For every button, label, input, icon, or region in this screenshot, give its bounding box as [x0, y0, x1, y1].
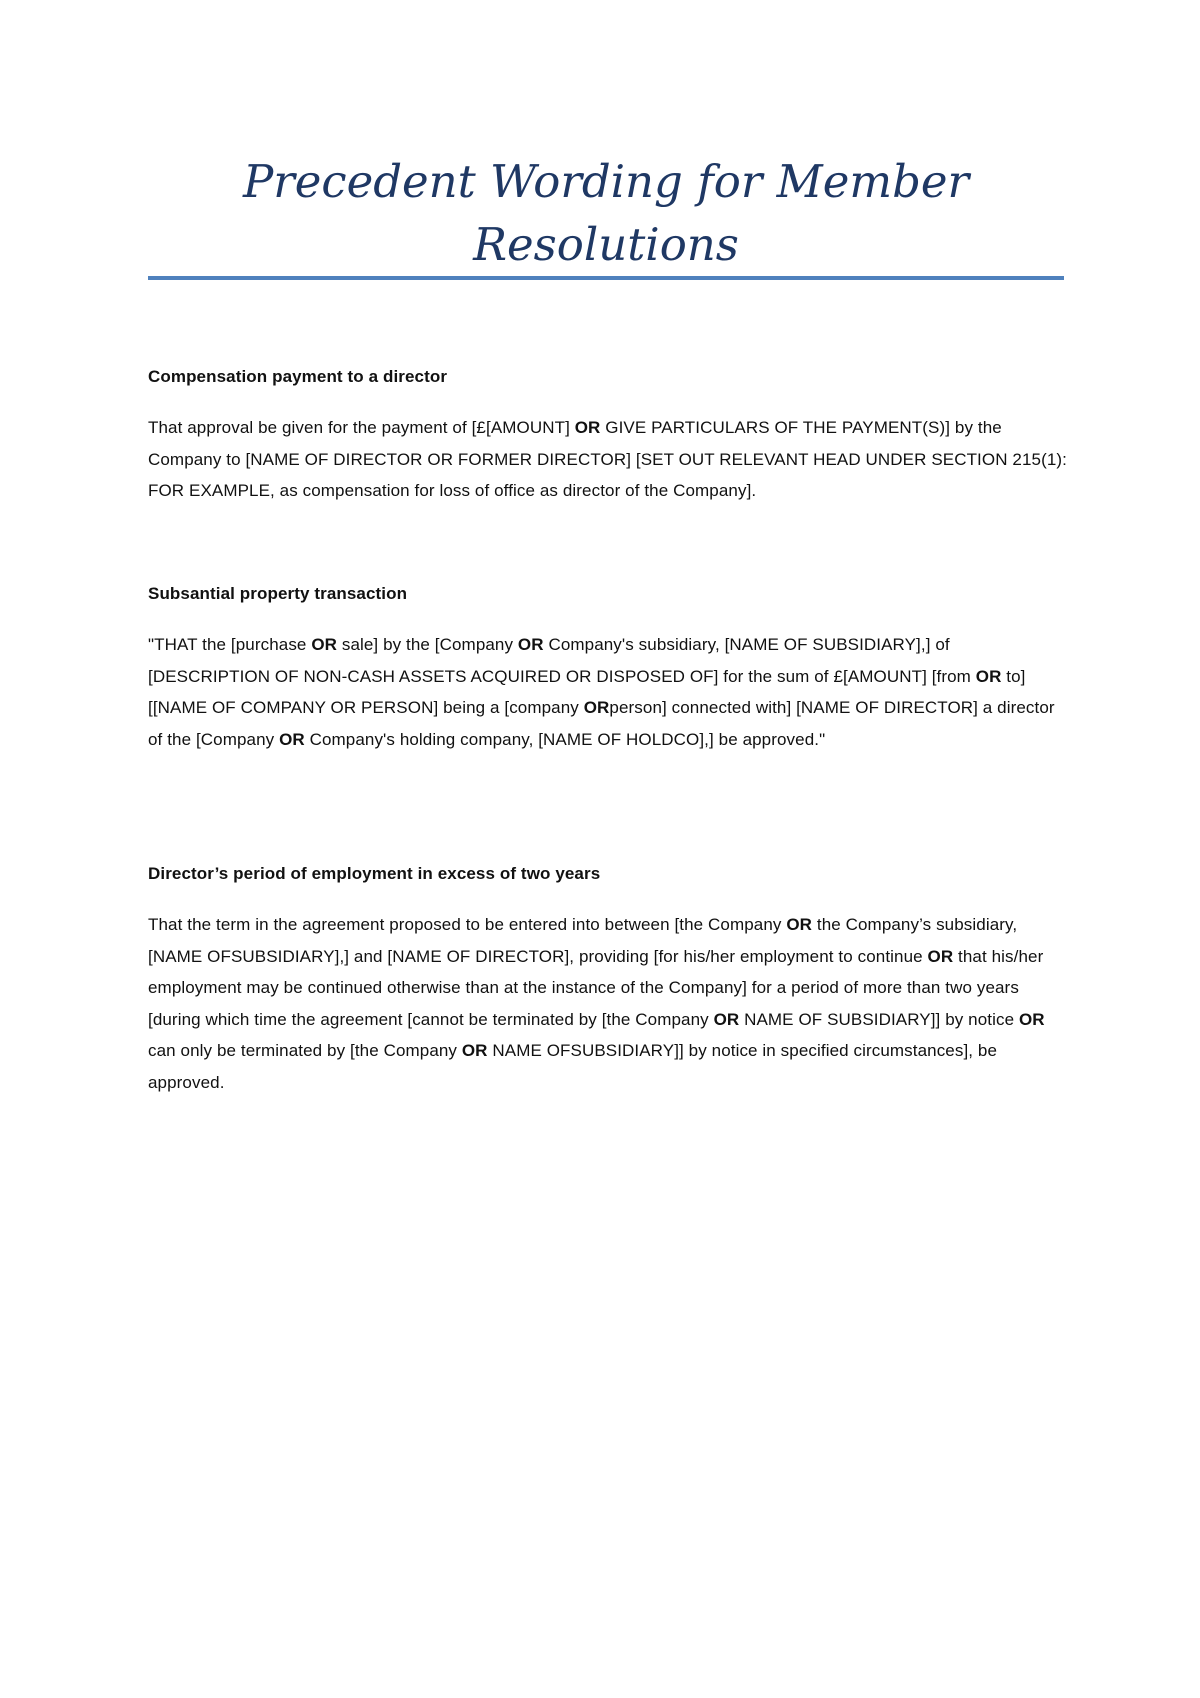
text-run: that his/her employment may be continued otherwise than at the instance of the Company] for a period of more than two years [during which time the agreement [cannot be terminated by [the Company [148, 946, 1044, 1029]
section-compensation-payment [148, 366, 1068, 507]
text-run: to] [[NAME OF COMPANY OR PERSON] being a [company [148, 666, 1026, 717]
section-body [148, 909, 1068, 1098]
bold-connector: OR [574, 418, 601, 437]
bold-connector: OR [927, 946, 954, 966]
section-property-transaction [148, 583, 1068, 755]
text-run: NAME OFSUBSIDIARY]] by notice in specified circumstances], be approved. [148, 1041, 998, 1092]
title-block [148, 150, 1064, 276]
document-title: Precedent Wording for Member Resolutions [242, 155, 970, 271]
bold-connector: OR [517, 635, 544, 654]
bold-connector: OR [713, 1009, 740, 1029]
section-body [148, 629, 1068, 755]
text-run: the Company’s subsidiary, [NAME OFSUBSIDIARY],] and [NAME OF DIRECTOR], providing [for his/her employment to continue [148, 915, 1018, 966]
text-run: That approval be given for the payment of [£[AMOUNT] [148, 418, 575, 437]
bold-connector: OR [1018, 1009, 1045, 1029]
bold-connector: OR [461, 1041, 488, 1060]
bold-connector: OR [279, 729, 305, 749]
section-heading: Subsantial property transaction [148, 584, 408, 603]
text-run: That the term in the agreement proposed to be entered into between [the Company [148, 915, 787, 934]
text-run: GIVE PARTICULARS OF THE PAYMENT(S)] by the Company to [NAME OF DIRECTOR OR FORMER DIRECTOR] [SET OUT RELEVANT HEAD UNDER SECTION 215(1): FOR EXAMPLE, as compensation for loss of office as director of the Company]. [148, 418, 1067, 500]
bold-connector: OR [583, 698, 610, 717]
bold-connector: OR [786, 915, 813, 934]
text-run: sale] by the [Company [337, 635, 518, 654]
text-run: Company's holding company, [NAME OF HOLDCO],] be approved." [304, 729, 826, 749]
section-heading: Compensation payment to a director [148, 367, 448, 386]
section-director-employment [148, 863, 1068, 1098]
bold-connector: OR [311, 635, 338, 654]
text-run: NAME OF SUBSIDIARY]] by notice [739, 1009, 1019, 1029]
section-heading: Director’s period of employment in excess of two years [148, 864, 601, 883]
section-body [148, 412, 1068, 507]
bold-connector: OR [975, 666, 1002, 686]
text-run: "THAT the [purchase [148, 635, 312, 654]
text-run: person] connected with] [NAME OF DIRECTOR] a director of the [Company [148, 698, 1055, 749]
title-underline [148, 276, 1064, 280]
text-run: Company's subsidiary, [NAME OF SUBSIDIARY],] of [DESCRIPTION OF NON-CASH ASSETS ACQUIRED OR DISPOSED OF] for the sum of £[AMOUNT] [from [148, 635, 976, 686]
text-run: can only be terminated by [the Company [148, 1041, 462, 1060]
